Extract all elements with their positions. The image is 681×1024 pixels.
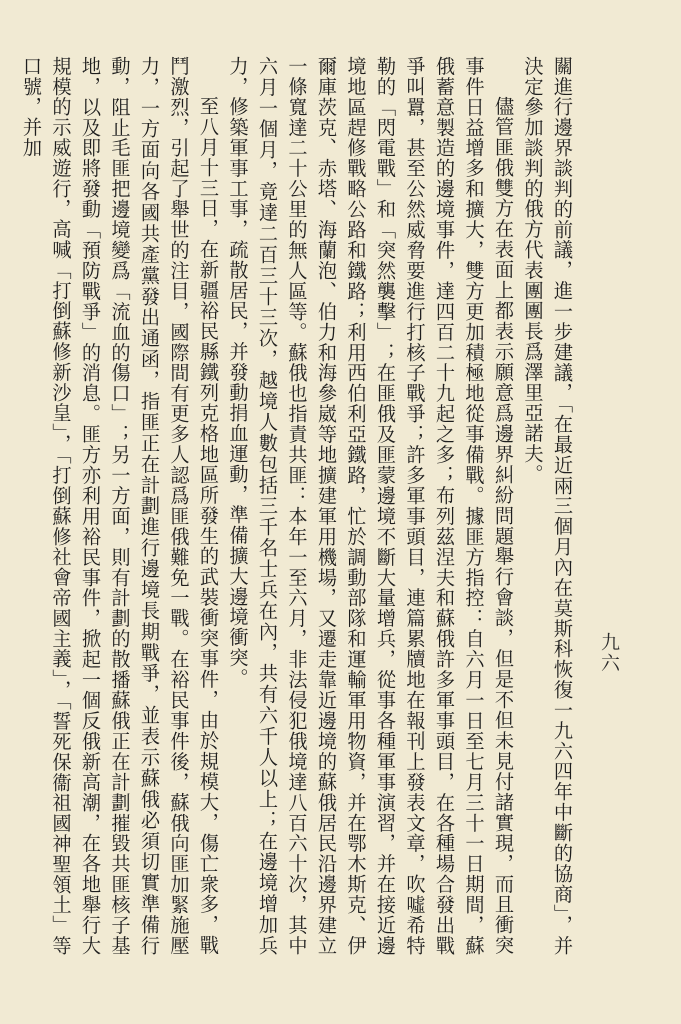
paragraph-1: 關進行邊界談判的前議，進一步建議，「在最近兩三個月內在莫斯科恢復一九六四年中斷的協商」，并決定參加談判的俄方代表團團長爲澤里亞諾夫。 <box>521 56 574 956</box>
body-text <box>17 56 578 956</box>
paragraph-2: 儘管匪俄雙方在表面上都表示願意爲邊界糾紛問題舉行會談，但是不但未見付諸實現，而且衝突事件日益增多和擴大，雙方更加積極地從事備戰。據匪方指控：自六月一日至七月三十一日期間，蘇俄蓄意製造的邊境事件，達四百二十九起之多；布列茲涅夫和蘇俄許多軍事頭目，在各種場合發出戰爭叫囂，甚至公然威脅要進行打核子戰爭；許多軍事頭目，連篇累牘地在報刊上發表文章，吹噓希特勒的「閃電戰」和「突然襲擊」；在匪俄及匪蒙邊境不斷大量增兵，從事各種軍事演習，并在接近邊境地區趕修戰略公路和鐵路；利用西伯利亞鐵路，忙於調動部隊和運輸軍用物資，并在鄂木斯克、伊爾庫茨克、赤塔、海蘭泡、伯力和海參崴等地擴建軍用機場，又遷走靠近邊境的蘇俄居民沿邊界建立一條寬達二十公里的無人區等。蘇俄也指責共匪：本年一至六月，非法侵犯俄境達八百六十次，其中六月一個月，竟達二百三十三次，越境人數包括三千名士兵在內，共有六千人以上；在邊境增加兵力，修築軍事工事，疏散居民，并發動捐血運動，準備擴大邊境衝突。 <box>226 56 515 956</box>
paragraph-3: 至八月十三日，在新疆裕民縣鐵列克格地區所發生的武裝衝突事件，由於規模大，傷亡衆多，戰鬥激烈，引起了舉世的注目，國際間有更多人認爲匪俄難免一戰。在裕民事件後，蘇俄向匪加緊施壓力，一方面向各國共產黨發出通函，指匪正在計劃進行邊境長期戰爭，並表示蘇俄必須切實準備行動，阻止毛匪把邊境變爲「流血的傷口」；另一方面，則有計劃的散播蘇俄正在計劃摧毀共匪核子基地，以及即將發動「預防戰爭」的消息。匪方亦利用裕民事件，掀起一個反俄新高潮，在各地舉行大規模的示威遊行，高喊「打倒蘇修新沙皇」，「打倒蘇修社會帝國主義」，「誓死保衞祖國神聖領土」等口號，并加 <box>20 56 220 956</box>
page-number: 九六 <box>598 632 620 674</box>
